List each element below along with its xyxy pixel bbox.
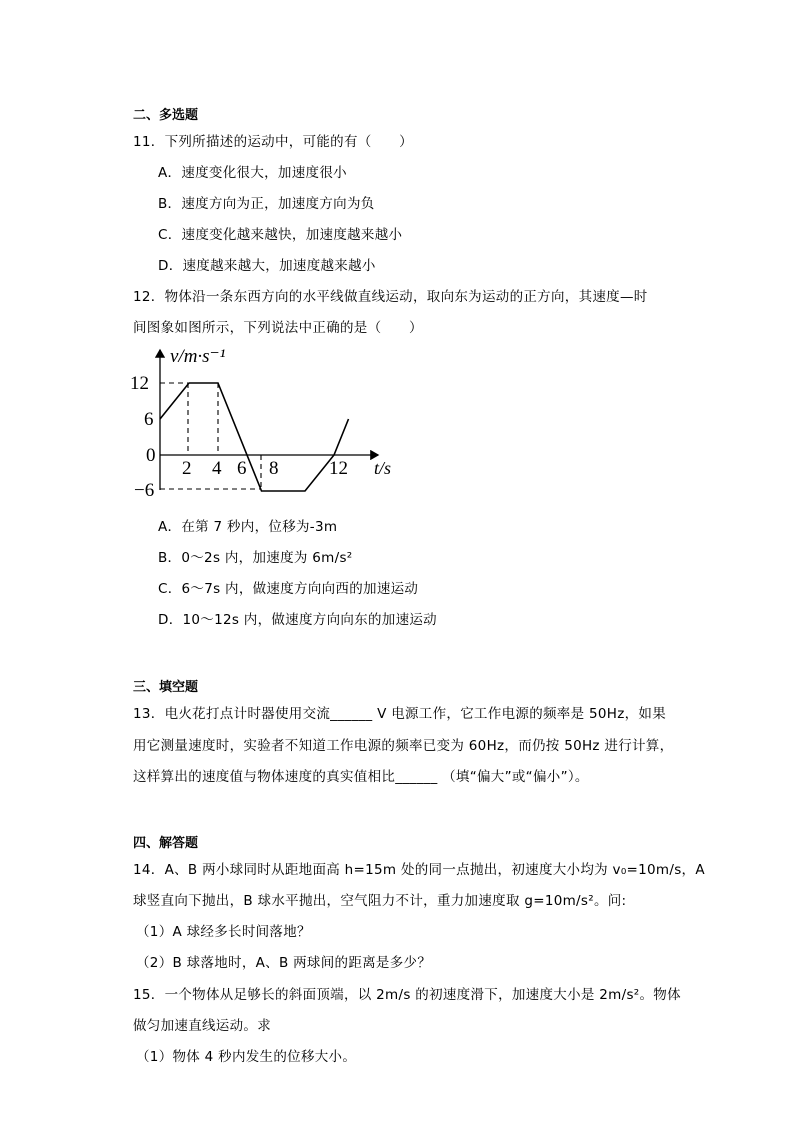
question-14-line2: 球竖直向下抛出，B 球水平抛出，空气阻力不计，重力加速度取 g=10m/s²。问: bbox=[133, 893, 627, 909]
question-12-stem-line2: 间图象如图所示，下列说法中正确的是（ ） bbox=[133, 320, 423, 336]
question-15-line1: 15．一个物体从足够长的斜面顶端，以 2m/s 的初速度滑下，加速度大小是 2m/s²。物体 bbox=[133, 987, 681, 1003]
y-tick-12: 12 bbox=[130, 373, 149, 394]
t-axis-label: t/s bbox=[374, 458, 392, 478]
section-heading-multi-choice: 二、多选题 bbox=[133, 108, 199, 123]
question-12-option-c: C．6～7s 内，做速度方向向西的加速运动 bbox=[158, 581, 419, 597]
question-14-sub2: （2）B 球落地时，A、B 两球间的距离是多少？ bbox=[136, 955, 432, 971]
question-11-option-d: D．速度越来越大，加速度越来越小 bbox=[158, 258, 376, 274]
v-axis-label: v/m·s⁻¹ bbox=[170, 346, 226, 367]
question-12-option-d: D．10～12s 内，做速度方向向东的加速运动 bbox=[158, 612, 437, 628]
question-13-line1: 13．电火花打点计时器使用交流______ V 电源工作，它工作电源的频率是 50Hz，如果 bbox=[133, 706, 667, 722]
question-13-line2: 用它测量速度时，实验者不知道工作电源的频率已变为 60Hz，而仍按 50Hz 进行计算， bbox=[133, 738, 674, 754]
question-12-option-b: B．0～2s 内，加速度为 6m/s² bbox=[158, 550, 353, 566]
x-tick-8: 8 bbox=[269, 458, 279, 479]
x-tick-6: 6 bbox=[237, 458, 247, 479]
x-tick-12: 12 bbox=[329, 458, 348, 479]
question-11-stem: 11．下列所描述的运动中，可能的有（ ） bbox=[133, 134, 413, 150]
question-11-option-c: C．速度变化越来越快，加速度越来越小 bbox=[158, 227, 403, 243]
y-tick-neg6: −6 bbox=[134, 480, 155, 500]
question-15-line2: 做匀加速直线运动。求 bbox=[133, 1018, 271, 1034]
question-14-line1: 14．A、B 两小球同时从距地面高 h=15m 处的同一点抛出，初速度大小均为 v₀=10m/s，A bbox=[133, 862, 705, 878]
x-tick-2: 2 bbox=[182, 458, 192, 479]
y-tick-0: 0 bbox=[146, 445, 156, 466]
question-15-sub1: （1）物体 4 秒内发生的位移大小。 bbox=[136, 1049, 357, 1065]
x-tick-4: 4 bbox=[212, 458, 222, 479]
section-heading-fill-blank: 三、填空题 bbox=[133, 680, 199, 695]
question-12-option-a: A．在第 7 秒内，位移为-3m bbox=[158, 519, 338, 535]
question-11-option-b: B．速度方向为正，加速度方向为负 bbox=[158, 196, 375, 212]
question-14-sub1: （1）A 球经多长时间落地？ bbox=[136, 924, 311, 940]
question-13-line3: 这样算出的速度值与物体速度的真实值相比______ （填“偏大”或“偏小”）。 bbox=[133, 769, 589, 785]
y-tick-6: 6 bbox=[144, 409, 154, 430]
question-11-option-a: A．速度变化很大，加速度很小 bbox=[158, 165, 347, 181]
velocity-time-graph bbox=[128, 340, 408, 500]
question-12-stem-line1: 12．物体沿一条东西方向的水平线做直线运动，取向东为运动的正方向，其速度—时 bbox=[133, 289, 648, 305]
section-heading-answer: 四、解答题 bbox=[133, 836, 199, 851]
